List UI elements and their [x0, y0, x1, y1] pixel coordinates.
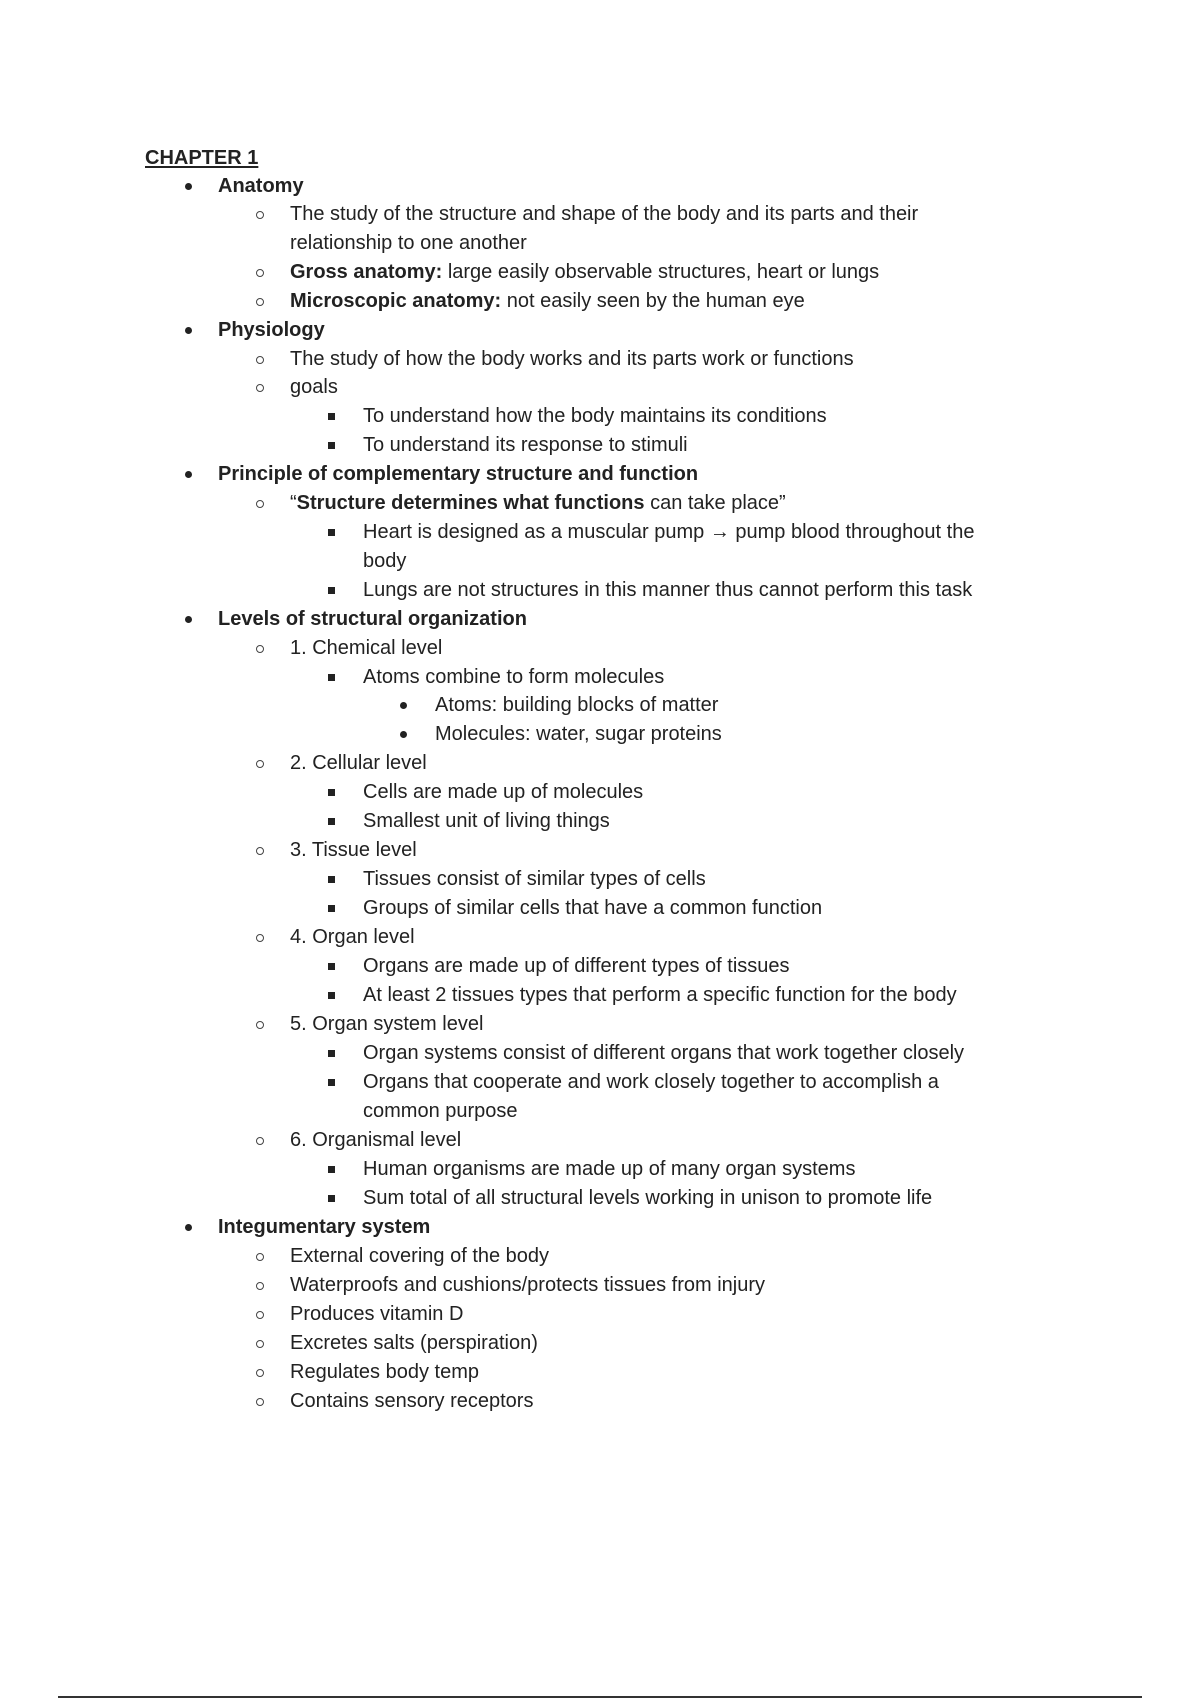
level-2-item-1: Cells are made up of molecules — [363, 781, 644, 803]
physiology-goal-2: To understand its response to stimuli — [363, 434, 688, 456]
circle-bullet-icon — [256, 1361, 264, 1387]
principle-quote-bold: Structure determines what functions — [296, 492, 645, 514]
chapter-title: CHAPTER 1 — [145, 147, 259, 169]
anatomy-heading: Anatomy — [218, 175, 304, 197]
circle-bullet-icon — [256, 1129, 264, 1155]
level-5: 5. Organ system level — [290, 1013, 484, 1035]
integumentary-heading: Integumentary system — [218, 1216, 431, 1238]
square-bullet-icon — [328, 666, 335, 692]
level-5-item-2-line2: common purpose — [363, 1100, 518, 1122]
physiology-goal-1: To understand how the body maintains its conditions — [363, 405, 827, 427]
square-bullet-icon — [328, 1158, 335, 1184]
integumentary-item: External covering of the body — [290, 1245, 550, 1267]
gross-anatomy-item — [290, 259, 879, 285]
principle-lungs: Lungs are not structures in this manner thus cannot perform this task — [363, 579, 973, 601]
principle-heading: Principle of complementary structure and function — [218, 463, 699, 485]
square-bullet-icon — [328, 521, 335, 547]
level-1-subitem-1: Atoms: building blocks of matter — [435, 694, 719, 716]
principle-heart-line2: body — [363, 550, 407, 572]
circle-bullet-icon — [256, 203, 264, 229]
gross-anatomy-label: Gross anatomy: — [290, 261, 443, 283]
physiology-definition: The study of how the body works and its parts work or functions — [290, 348, 854, 370]
circle-bullet-icon — [256, 261, 264, 287]
level-4-item-1: Organs are made up of different types of tissues — [363, 955, 790, 977]
circle-bullet-icon — [256, 290, 264, 316]
circle-bullet-icon — [256, 492, 264, 518]
circle-bullet-icon — [256, 1303, 264, 1329]
gross-anatomy-text: large easily observable structures, heart or lungs — [442, 261, 880, 283]
level-1-item: Atoms combine to form molecules — [363, 666, 665, 688]
level-1: 1. Chemical level — [290, 637, 443, 659]
square-bullet-icon — [328, 984, 335, 1010]
level-3-item-2: Groups of similar cells that have a common function — [363, 897, 823, 919]
principle-quote-rest: can take place” — [644, 492, 786, 514]
circle-bullet-icon — [256, 839, 264, 865]
level-1-subitem-2: Molecules: water, sugar proteins — [435, 723, 722, 745]
level-4-item-2: At least 2 tissues types that perform a specific function for the body — [363, 984, 957, 1006]
bullet-icon — [185, 1216, 192, 1242]
level-2-item-2: Smallest unit of living things — [363, 810, 610, 832]
circle-bullet-icon — [256, 637, 264, 663]
level-3-item-1: Tissues consist of similar types of cells — [363, 868, 706, 890]
circle-bullet-icon — [256, 1013, 264, 1039]
level-2: 2. Cellular level — [290, 752, 427, 774]
circle-bullet-icon — [256, 752, 264, 778]
integumentary-item: Regulates body temp — [290, 1361, 480, 1383]
level-6-item-1: Human organisms are made up of many organ systems — [363, 1158, 856, 1180]
bullet-icon — [400, 723, 407, 749]
integumentary-item: Excretes salts (perspiration) — [290, 1332, 538, 1354]
level-5-item-2-line1: Organs that cooperate and work closely together to accomplish a — [363, 1071, 939, 1093]
microscopic-anatomy-item — [290, 288, 805, 314]
bullet-icon — [185, 463, 192, 489]
microscopic-anatomy-text: not easily seen by the human eye — [501, 290, 805, 312]
square-bullet-icon — [328, 1071, 335, 1097]
bullet-icon — [185, 175, 192, 201]
circle-bullet-icon — [256, 1332, 264, 1358]
circle-bullet-icon — [256, 1390, 264, 1416]
bullet-icon — [185, 319, 192, 345]
levels-heading: Levels of structural organization — [218, 608, 527, 630]
level-5-item-1: Organ systems consist of different organs that work together closely — [363, 1042, 965, 1064]
square-bullet-icon — [328, 810, 335, 836]
circle-bullet-icon — [256, 348, 264, 374]
level-6-item-2: Sum total of all structural levels working in unison to promote life — [363, 1187, 933, 1209]
square-bullet-icon — [328, 1187, 335, 1213]
physiology-goals: goals — [290, 376, 338, 398]
microscopic-anatomy-label: Microscopic anatomy: — [290, 290, 502, 312]
square-bullet-icon — [328, 434, 335, 460]
quote-open-mark: “ — [290, 492, 297, 514]
square-bullet-icon — [328, 781, 335, 807]
integumentary-item: Produces vitamin D — [290, 1303, 464, 1325]
principle-heart-line1: Heart is designed as a muscular pump → pump blood throughout the — [363, 521, 975, 543]
principle-quote — [290, 490, 786, 516]
circle-bullet-icon — [256, 926, 264, 952]
circle-bullet-icon — [256, 1274, 264, 1300]
bullet-icon — [400, 694, 407, 720]
anatomy-definition-line2: relationship to one another — [290, 232, 527, 254]
square-bullet-icon — [328, 405, 335, 431]
physiology-heading: Physiology — [218, 319, 325, 341]
circle-bullet-icon — [256, 1245, 264, 1271]
level-6: 6. Organismal level — [290, 1129, 462, 1151]
integumentary-item: Contains sensory receptors — [290, 1390, 534, 1412]
bullet-icon — [185, 608, 192, 634]
integumentary-item: Waterproofs and cushions/protects tissues from injury — [290, 1274, 766, 1296]
square-bullet-icon — [328, 579, 335, 605]
square-bullet-icon — [328, 955, 335, 981]
anatomy-definition-line1: The study of the structure and shape of the body and its parts and their — [290, 203, 919, 225]
bottom-divider — [58, 1696, 1142, 1698]
level-4: 4. Organ level — [290, 926, 415, 948]
square-bullet-icon — [328, 1042, 335, 1068]
circle-bullet-icon — [256, 376, 264, 402]
square-bullet-icon — [328, 897, 335, 923]
level-3: 3. Tissue level — [290, 839, 417, 861]
square-bullet-icon — [328, 868, 335, 894]
